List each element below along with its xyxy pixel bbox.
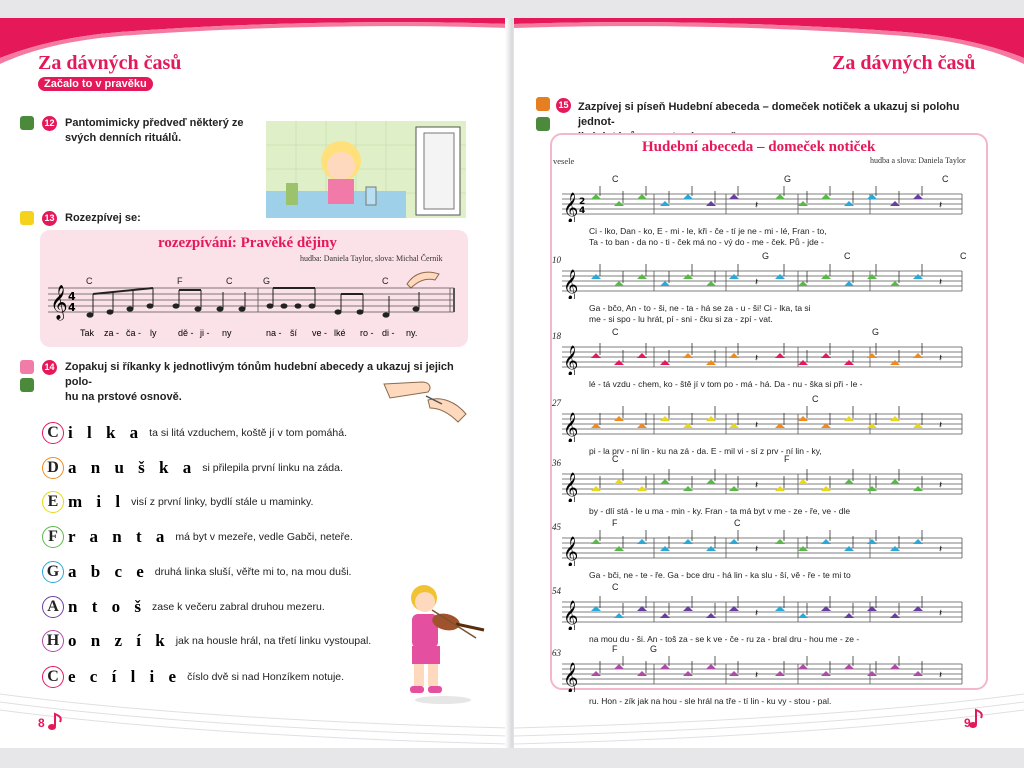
rhyme-letter: C xyxy=(42,422,64,444)
rhyme-letter: A xyxy=(42,596,64,618)
warmup-title: rozezpívání: Pravěké dějiny xyxy=(158,235,337,251)
task-number: 12 xyxy=(42,116,57,131)
task-number: 15 xyxy=(556,98,571,113)
song-chord: G xyxy=(872,327,880,337)
song-chord: C xyxy=(812,394,819,404)
svg-text:𝄽: 𝄽 xyxy=(939,420,943,431)
rhyme-danuska xyxy=(42,457,343,479)
rhyme-text: ta si litá vzduchem, koště jí v tom pomáhá. xyxy=(149,427,347,439)
song-staff xyxy=(562,406,1002,442)
svg-text:4: 4 xyxy=(68,290,76,303)
svg-text:𝄽: 𝄽 xyxy=(939,200,943,211)
measure-number: 10 xyxy=(552,255,561,265)
svg-text:𝄽: 𝄽 xyxy=(939,608,943,619)
song-chord: C xyxy=(612,174,619,184)
section-badge: Začalo to v pravěku xyxy=(38,77,153,91)
svg-text:𝄞: 𝄞 xyxy=(563,346,579,375)
rhyme-letter: H xyxy=(42,630,64,652)
task-13-text: Rozezpívej se: xyxy=(65,212,141,224)
rhyme-letter: F xyxy=(42,526,64,548)
pantomime-icon xyxy=(536,117,550,131)
song-lyrics-line: ru. Hon - zík jak na hou - sle hrál na tře - tí lin - ku vy - stou - pal. xyxy=(589,696,832,706)
warmup-staff xyxy=(48,274,458,326)
footer-staff-decoration xyxy=(514,684,1024,748)
rhyme-word: n t o š xyxy=(68,597,146,616)
task-12-text xyxy=(65,116,243,146)
svg-text:𝄞: 𝄞 xyxy=(563,270,579,299)
svg-text:𝄽: 𝄽 xyxy=(939,670,943,681)
song-staff xyxy=(562,339,1002,375)
svg-text:𝄽: 𝄽 xyxy=(755,353,759,364)
rhyme-word: m i l xyxy=(68,492,126,511)
listen-icon xyxy=(536,97,550,111)
left-page: Za dávných časů Začalo to v pravěku 12 Pantomimicky předveď některý ze svých denních rituálů. 13 Rozezpívej se: rozezpívání: Pravěké dějiny hudba: Daniela Taylor, slova: Michal Černík 𝄞 4 4 C F C G C Tak za - ča - ly dě - ji - ny na - ší ve - lké ro - di - ny. 14 Zopakuj si říkanky k jednotlivým tónům hudební abecedy a ukazuj si jejich polo- hu na prstové osnově. C i l k a ta si litá vzduchem, koště jí v tom pomáhá. D a n u š k a si přilepila první linku na záda. E m i l visí z první linky, bydlí stále u maminky. F r a n t a má byt v mezeře, vedle Gabči, neteře. G a b c e druhá linka sluší, věřte mi to, na mou duši. A n t o š zase k večeru zabral druhou mezeru. H o n z í k jak na housle hrál, na třetí linku vystoupal. C e c í l i e číslo dvě si nad Honzíkem notuje. 8 xyxy=(0,18,510,748)
warmup-chord: F xyxy=(177,276,183,286)
song-lyrics-line: by - dlí stá - le u ma - min - ky. Fran - ta má byt v me - ze - ře, ve - dle xyxy=(589,506,851,516)
svg-text:𝄽: 𝄽 xyxy=(755,608,759,619)
rhyme-text: zase k večeru zabral druhou mezeru. xyxy=(151,601,325,613)
task-15-line1: Zazpívej si píseň Hudební abeceda – domeček notiček a ukazuj si polohu jednot- xyxy=(578,101,960,128)
rhyme-text: má byt v mezeře, vedle Gabči, neteře. xyxy=(175,531,353,543)
task-12-line2: svých denních rituálů. xyxy=(65,132,182,144)
rhyme-word: i l k a xyxy=(68,423,144,442)
measure-number: 54 xyxy=(552,586,561,596)
svg-text:𝄞: 𝄞 xyxy=(50,285,68,320)
task-number: 13 xyxy=(42,211,57,226)
song-staff xyxy=(562,263,1002,299)
song-staff xyxy=(562,530,1002,566)
svg-text:𝄞: 𝄞 xyxy=(563,601,579,630)
song-chord: G xyxy=(784,174,792,184)
measure-number: 63 xyxy=(552,648,561,658)
page-number: 8 xyxy=(38,716,45,730)
rhyme-franta xyxy=(42,526,353,548)
svg-text:𝄞: 𝄞 xyxy=(563,473,579,502)
svg-text:2: 2 xyxy=(579,197,586,207)
rhyme-cilka xyxy=(42,422,347,444)
rhyme-letter: D xyxy=(42,457,64,479)
finger-staff-hands-illustration xyxy=(382,378,468,424)
svg-text:𝄞: 𝄞 xyxy=(563,413,579,442)
pantomime-icon xyxy=(20,378,34,392)
song-chord: C xyxy=(612,327,619,337)
rhyme-letter: E xyxy=(42,491,64,513)
song-chord: G xyxy=(762,251,770,261)
svg-text:𝄽: 𝄽 xyxy=(755,420,759,431)
svg-text:𝄽: 𝄽 xyxy=(755,480,759,491)
song-lyrics-line: Ci - lko, Dan - ko, E - mi - le, kři - če - tí je ne - mi - lé, Fran - to, xyxy=(589,226,827,236)
svg-text:𝄞: 𝄞 xyxy=(563,193,579,222)
song-staff xyxy=(562,186,1002,222)
pantomime-icon xyxy=(20,116,34,130)
right-page xyxy=(514,18,1024,748)
song-chord: C xyxy=(612,454,619,464)
song-chord: C xyxy=(942,174,949,184)
measure-number: 18 xyxy=(552,331,561,341)
measure-number: 45 xyxy=(552,522,561,532)
svg-text:𝄽: 𝄽 xyxy=(939,277,943,288)
song-chord: C xyxy=(844,251,851,261)
rhyme-word: a b c e xyxy=(68,562,149,581)
task-14-line1: Zopakuj si říkanky k jednotlivým tónům hudební abecedy a ukazuj si jejich polo- xyxy=(65,361,454,388)
song-staff xyxy=(562,594,1002,630)
svg-text:𝄽: 𝄽 xyxy=(939,353,943,364)
rhyme-word: r a n t a xyxy=(68,527,170,546)
svg-text:4: 4 xyxy=(68,301,76,314)
rhyme-honzik xyxy=(42,630,371,652)
song-credit: hudba a slova: Daniela Taylor xyxy=(870,156,966,165)
warmup-chord: C xyxy=(86,276,93,286)
svg-text:𝄽: 𝄽 xyxy=(755,670,759,681)
rhyme-antos xyxy=(42,596,325,618)
song-lyrics-line: pi - la prv - ní lin - ku na zá - da. E - mil vi - sí z prv - ní lin - ky, xyxy=(589,446,822,456)
song-lyrics-line: Ga - bči, ne - te - ře. Ga - bce dru - há lin - ka slu - ší, vě - ře - te mi to xyxy=(589,570,851,580)
rhyme-word: o n z í k xyxy=(68,631,170,650)
rhyme-letter: G xyxy=(42,561,64,583)
song-lyrics-line: lé - tá vzdu - chem, ko - ště jí v tom po - má - há. Da - nu - ška si při - le - xyxy=(589,379,863,389)
right-header-title: Za dávných časů xyxy=(832,52,976,74)
rhyme-text: visí z první linky, bydlí stále u maminky. xyxy=(131,496,314,508)
rhyme-text: číslo dvě si nad Honzíkem notuje. xyxy=(187,671,345,683)
rhyme-emil xyxy=(42,491,313,513)
measure-number: 36 xyxy=(552,458,561,468)
svg-text:𝄽: 𝄽 xyxy=(755,277,759,288)
page-number: 9 xyxy=(964,716,971,730)
left-header-title: Za dávných časů xyxy=(38,52,182,74)
warmup-credit: hudba: Daniela Taylor, slova: Michal Černík xyxy=(300,254,443,263)
song-chord: F xyxy=(612,644,618,654)
warmup-chord: G xyxy=(263,276,271,286)
rhyme-letter: C xyxy=(42,666,64,688)
girl-brushing-teeth-illustration xyxy=(266,121,466,218)
svg-text:𝄽: 𝄽 xyxy=(755,544,759,555)
warmup-chord: C xyxy=(382,276,389,286)
song-chord: C xyxy=(960,251,967,261)
svg-text:𝄽: 𝄽 xyxy=(939,544,943,555)
svg-text:𝄽: 𝄽 xyxy=(755,200,759,211)
finger-staff-icon xyxy=(20,360,34,374)
svg-text:4: 4 xyxy=(579,206,586,216)
song-lyrics-line: me - si spo - lu hrát, pí - sni - čku si za - zpí - vat. xyxy=(589,314,773,324)
song-lyrics-line: Ta - to ban - da no - ti - ček má no - vý do - me - ček. Pů - jde - xyxy=(589,237,824,247)
measure-number: 27 xyxy=(552,398,561,408)
svg-text:𝄞: 𝄞 xyxy=(563,663,579,692)
song-lyrics-line: Ga - bčo, An - to - ši, ne - ta - há se za - u - ši! Ci - lka, ta si xyxy=(589,303,811,313)
song-chord: C xyxy=(734,518,741,528)
rhyme-text: si přilepila první linku na záda. xyxy=(202,462,343,474)
song-chord: F xyxy=(784,454,790,464)
rhyme-text: jak na housle hrál, na třetí linku vystoupal. xyxy=(175,635,372,647)
song-staff xyxy=(562,466,1002,502)
rhyme-word: a n u š k a xyxy=(68,458,197,477)
task-number: 14 xyxy=(42,360,57,375)
sing-icon xyxy=(20,211,34,225)
song-lyrics-line: na mou du - ši. An - toš za - se k ve - če - ru za - bral dru - hou me - ze - xyxy=(589,634,860,644)
rhyme-gabce xyxy=(42,561,351,583)
song-tempo: vesele xyxy=(553,156,575,166)
task-12-line1: Pantomimicky předveď některý ze xyxy=(65,117,244,129)
svg-text:𝄞: 𝄞 xyxy=(563,537,579,566)
task-14-line2: hu na prstové osnově. xyxy=(65,391,182,403)
song-chord: C xyxy=(612,582,619,592)
warmup-chord: C xyxy=(226,276,233,286)
svg-text:𝄽: 𝄽 xyxy=(939,480,943,491)
song-chord: F xyxy=(612,518,618,528)
rhyme-word: e c í l i e xyxy=(68,667,182,686)
song-title: Hudební abeceda – domeček notiček xyxy=(642,139,876,155)
footer-staff-decoration xyxy=(0,684,510,748)
song-chord: G xyxy=(650,644,658,654)
rhyme-text: druhá linka sluší, věřte mi to, na mou duši. xyxy=(154,566,352,578)
